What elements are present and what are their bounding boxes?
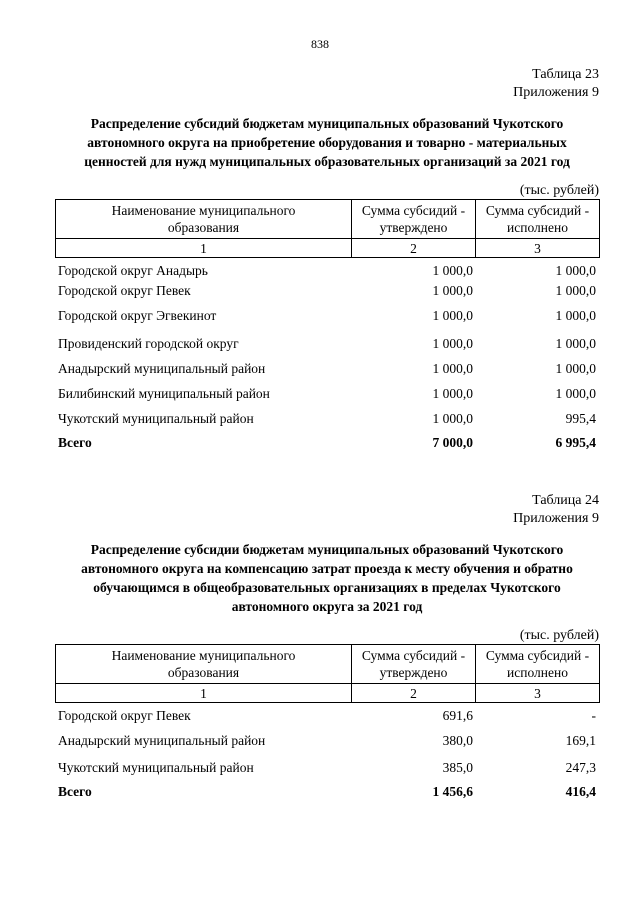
column-number: 2	[352, 239, 476, 258]
row-approved: 380,0	[442, 733, 473, 748]
table-row	[55, 332, 599, 356]
header-name: Наименование муниципального образования	[56, 200, 352, 239]
units-label: (тыс. рублей)	[519, 628, 599, 643]
row-name: Чукотский муниципальный район	[58, 411, 254, 426]
row-executed: -	[591, 707, 596, 723]
table-header	[55, 199, 600, 258]
row-name: Городской округ Певек	[58, 283, 191, 298]
row-approved: 1 000,0	[432, 411, 473, 426]
table-row	[55, 281, 599, 301]
row-name: Городской округ Певек	[58, 707, 191, 723]
row-approved: 1 000,0	[432, 308, 473, 323]
table-row	[55, 729, 599, 753]
table-body	[55, 705, 599, 804]
table-row	[55, 407, 599, 431]
column-number: 3	[476, 239, 600, 258]
table-row	[55, 705, 599, 726]
table-row	[55, 260, 599, 281]
row-name: Анадырский муниципальный район	[58, 733, 266, 748]
table-ref-number: Таблица 24	[532, 493, 599, 508]
total-approved: 1 456,6	[432, 784, 473, 799]
row-approved: 1 000,0	[432, 262, 473, 278]
header-executed: Сумма субсидий - исполнено	[476, 645, 600, 684]
total-executed: 6 995,4	[555, 435, 596, 450]
row-approved: 1 000,0	[432, 386, 473, 401]
header-approved: Сумма субсидий - утверждено	[352, 200, 476, 239]
table-24-section	[55, 492, 599, 804]
units-label: (тыс. рублей)	[519, 183, 599, 198]
row-executed: 1 000,0	[555, 308, 596, 323]
table-row	[55, 756, 599, 780]
table-row	[55, 304, 599, 328]
row-approved: 1 000,0	[432, 283, 473, 298]
row-executed: 1 000,0	[555, 336, 596, 351]
row-name: Городской округ Анадырь	[58, 262, 208, 278]
total-approved: 7 000,0	[432, 435, 473, 450]
table-row	[55, 382, 599, 406]
table-row	[55, 357, 599, 381]
row-executed: 1 000,0	[555, 283, 596, 298]
table-ref	[55, 66, 599, 102]
total-row	[55, 780, 599, 804]
row-executed: 169,1	[565, 733, 596, 748]
row-name: Анадырский муниципальный район	[58, 361, 266, 376]
table-ref	[55, 492, 599, 528]
total-row	[55, 431, 599, 455]
table-23-section	[55, 66, 599, 455]
total-executed: 416,4	[565, 784, 596, 799]
column-number: 1	[56, 239, 352, 258]
row-executed: 1 000,0	[555, 386, 596, 401]
row-name: Чукотский муниципальный район	[58, 760, 254, 775]
total-label: Всего	[58, 784, 92, 799]
table-ref-appendix: Приложения 9	[513, 85, 599, 100]
row-approved: 1 000,0	[432, 361, 473, 376]
row-approved: 1 000,0	[432, 336, 473, 351]
column-number: 3	[476, 684, 600, 703]
table-title: Распределение субсидии бюджетам муниципальных образований Чукотского автономного округа на компенсацию затрат проезда к месту обучения и обратно обучающимся в общеобразовательных организациях в пределах Чукотского автономного округа за 2021 год	[81, 542, 573, 614]
row-name: Билибинский муниципальный район	[58, 386, 270, 401]
row-executed: 247,3	[565, 760, 596, 775]
row-name: Городской округ Эгвекинот	[58, 308, 217, 323]
row-approved: 385,0	[442, 760, 473, 775]
total-label: Всего	[58, 435, 92, 450]
row-name: Провиденский городской округ	[58, 336, 239, 351]
table-header	[55, 644, 600, 703]
table-body	[55, 260, 599, 455]
row-executed: 1 000,0	[555, 361, 596, 376]
column-number: 1	[56, 684, 352, 703]
table-ref-appendix: Приложения 9	[513, 511, 599, 526]
table-ref-number: Таблица 23	[532, 67, 599, 82]
table-title: Распределение субсидий бюджетам муниципальных образований Чукотского автономного округа на приобретение оборудования и товарно - материальных ценностей для нужд муниципальных образовательных организаций за 2021 год	[84, 116, 570, 169]
row-approved: 691,6	[442, 707, 473, 723]
column-number: 2	[352, 684, 476, 703]
header-executed: Сумма субсидий - исполнено	[476, 200, 600, 239]
row-executed: 995,4	[565, 411, 596, 426]
header-name: Наименование муниципального образования	[56, 645, 352, 684]
header-approved: Сумма субсидий - утверждено	[352, 645, 476, 684]
page-number: 838	[311, 37, 329, 51]
row-executed: 1 000,0	[555, 262, 596, 278]
